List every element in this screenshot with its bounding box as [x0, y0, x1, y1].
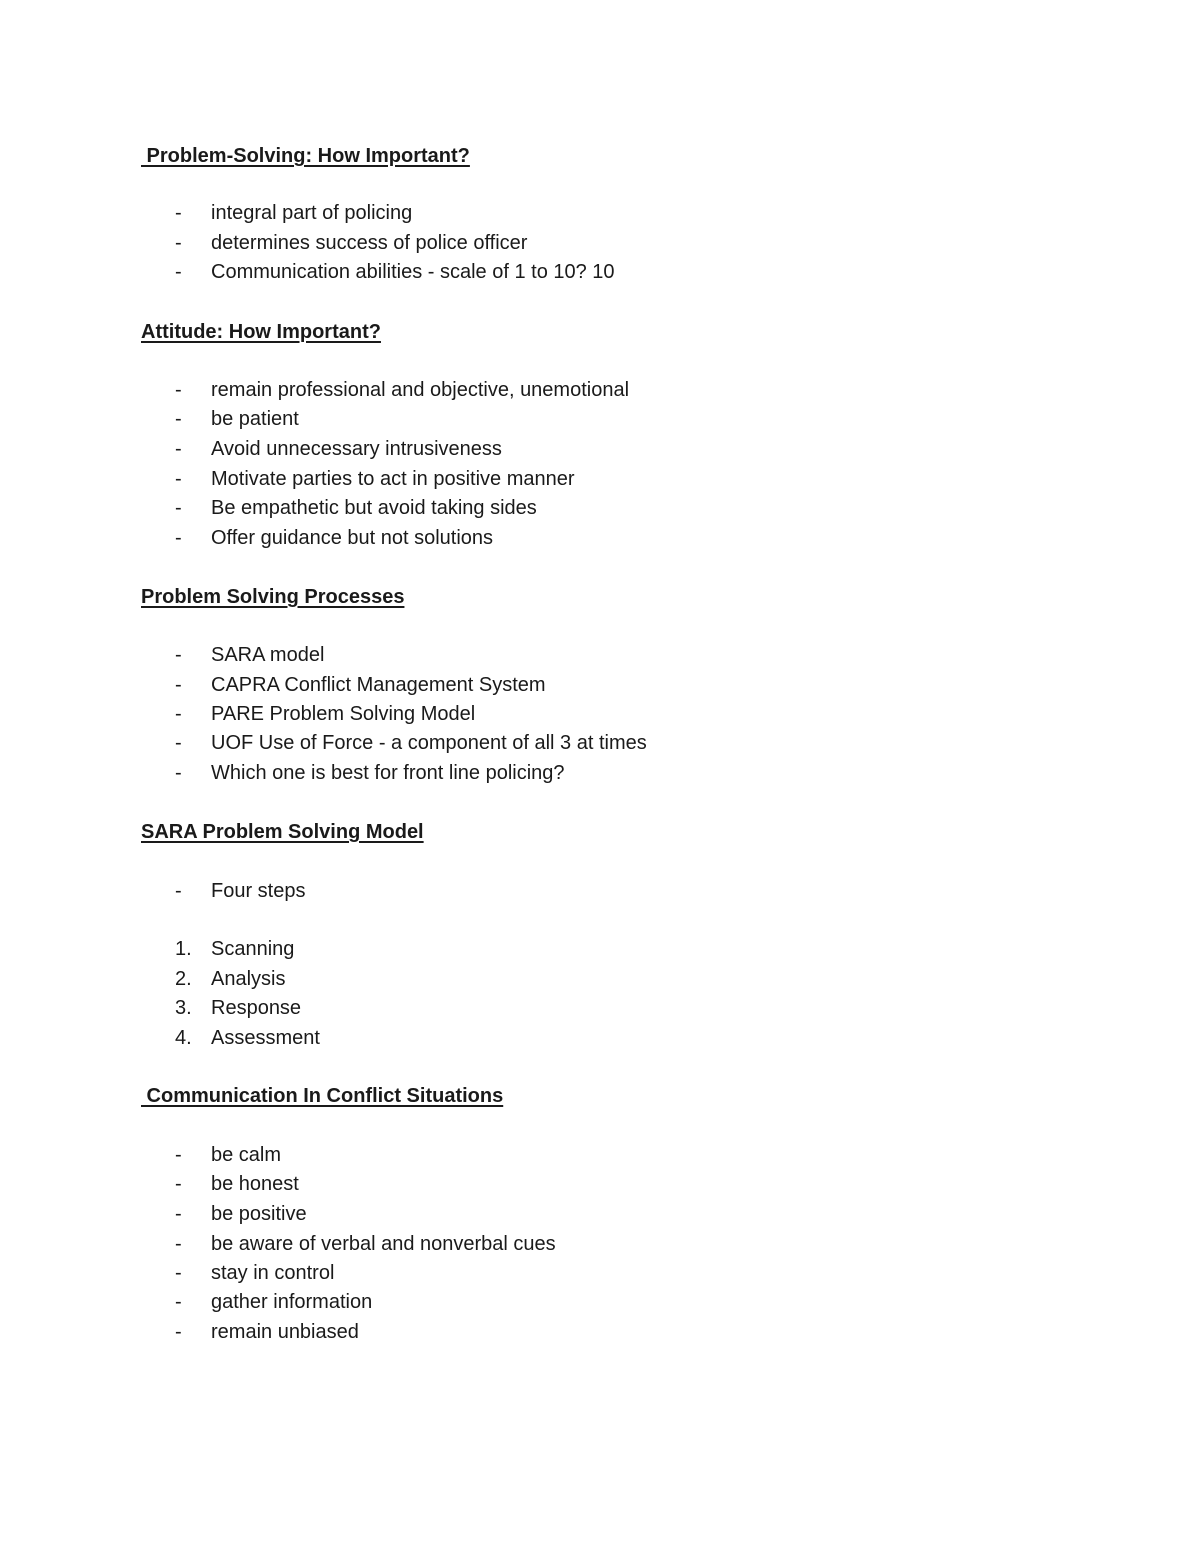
list-bullet: -	[175, 1291, 182, 1313]
list-bullet: -	[175, 408, 182, 430]
list-bullet: -	[175, 644, 182, 666]
list-item-text: Which one is best for front line policing?	[211, 762, 565, 784]
list-item-text: Four steps	[211, 880, 306, 902]
list-item-text: stay in control	[211, 1262, 335, 1284]
section-heading: Problem Solving Processes	[141, 586, 405, 608]
section-heading: SARA Problem Solving Model	[141, 821, 424, 843]
list-item-text: Motivate parties to act in positive manner	[211, 468, 575, 490]
list-bullet: -	[175, 497, 182, 519]
section-heading: Communication In Conflict Situations	[141, 1085, 504, 1107]
list-item-text: Offer guidance but not solutions	[211, 527, 494, 549]
list-item-text: Be empathetic but avoid taking sides	[211, 497, 537, 519]
list-item-text: be honest	[211, 1173, 299, 1195]
list-bullet: -	[175, 261, 182, 283]
list-bullet: -	[175, 1144, 182, 1166]
list-bullet: -	[175, 1203, 182, 1225]
list-number: 1.	[175, 938, 192, 960]
list-item-text: be positive	[211, 1203, 307, 1225]
list-bullet: -	[175, 379, 182, 401]
list-item-text: determines success of police officer	[211, 232, 528, 254]
list-number: 2.	[175, 968, 192, 990]
list-item-text: Communication abilities - scale of 1 to 10? 10	[211, 261, 615, 283]
list-item-text: Scanning	[211, 938, 295, 960]
list-bullet: -	[175, 438, 182, 460]
list-item-text: integral part of policing	[211, 202, 413, 224]
list-bullet: -	[175, 674, 182, 696]
list-bullet: -	[175, 880, 182, 902]
list-number: 3.	[175, 997, 192, 1019]
list-item-text: UOF Use of Force - a component of all 3 at times	[211, 732, 647, 754]
list-item-text: Analysis	[211, 968, 286, 990]
section-heading: Attitude: How Important?	[141, 321, 381, 343]
list-item-text: be aware of verbal and nonverbal cues	[211, 1233, 556, 1255]
list-bullet: -	[175, 1173, 182, 1195]
list-bullet: -	[175, 1233, 182, 1255]
list-item-text: CAPRA Conflict Management System	[211, 674, 546, 696]
list-bullet: -	[175, 1321, 182, 1343]
list-item-text: SARA model	[211, 644, 325, 666]
list-bullet: -	[175, 762, 182, 784]
list-bullet: -	[175, 703, 182, 725]
list-bullet: -	[175, 732, 182, 754]
list-bullet: -	[175, 468, 182, 490]
list-item-text: be patient	[211, 408, 299, 430]
list-bullet: -	[175, 1262, 182, 1284]
list-bullet: -	[175, 232, 182, 254]
list-item-text: Assessment	[211, 1027, 320, 1049]
list-bullet: -	[175, 202, 182, 224]
list-item-text: be calm	[211, 1144, 282, 1166]
list-item-text: remain unbiased	[211, 1321, 359, 1343]
list-item-text: gather information	[211, 1291, 373, 1313]
list-bullet: -	[175, 527, 182, 549]
list-item-text: remain professional and objective, unemotional	[211, 379, 630, 401]
list-item-text: Response	[211, 997, 302, 1019]
list-number: 4.	[175, 1027, 192, 1049]
list-item-text: Avoid unnecessary intrusiveness	[211, 438, 502, 460]
section-heading: Problem-Solving: How Important?	[141, 145, 470, 167]
list-item-text: PARE Problem Solving Model	[211, 703, 476, 725]
